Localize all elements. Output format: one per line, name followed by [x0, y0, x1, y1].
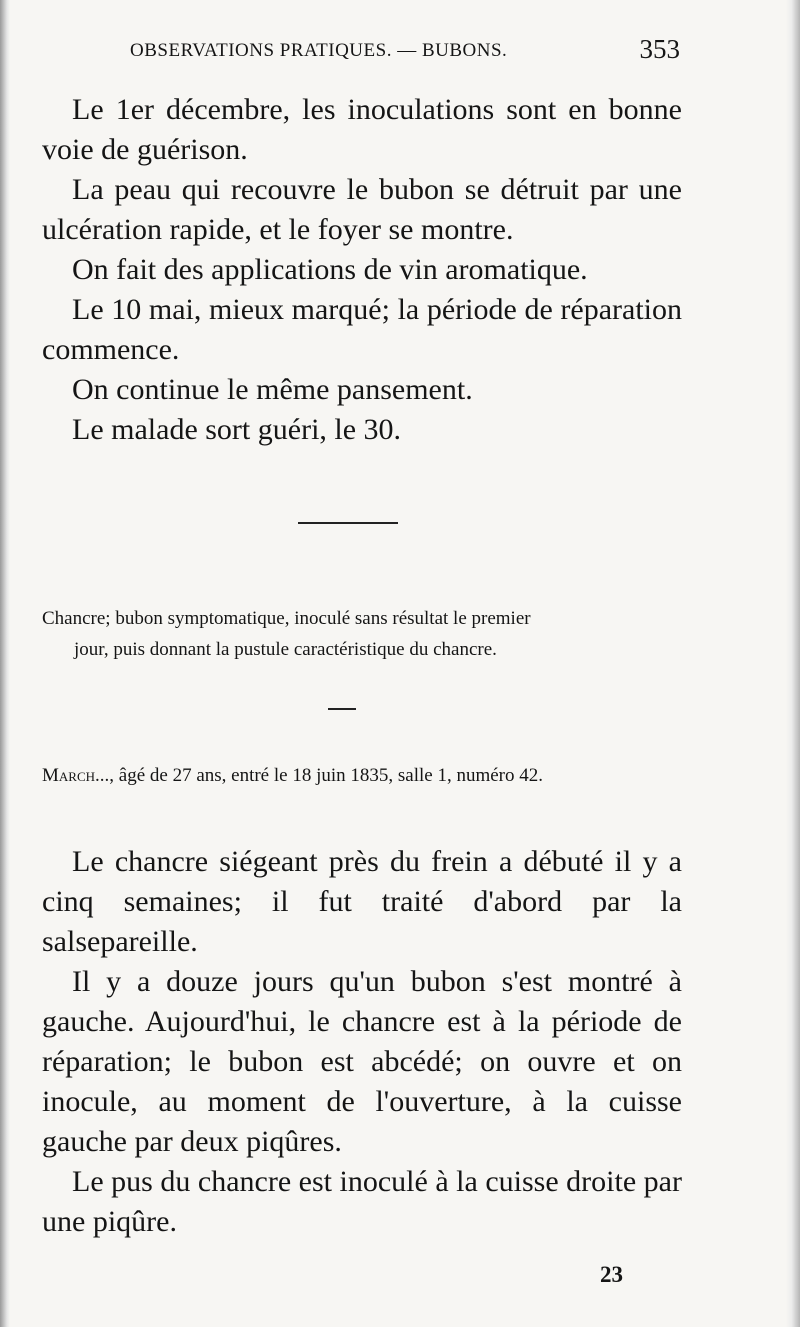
section-1: [42, 90, 682, 450]
section-2: [42, 842, 682, 1242]
page-edge-left: [0, 0, 10, 1327]
paragraph: Le chancre siégeant près du frein a débuté il y a cinq semaines; il fut traité d'abord par la salsepareille.: [42, 845, 682, 958]
paragraph: Le 1er décembre, les inoculations sont en bonne voie de guérison.: [42, 93, 682, 166]
short-separator-rule: [328, 708, 356, 710]
page-edge-right: [786, 0, 800, 1327]
paragraph: On fait des applications de vin aromatique.: [72, 253, 588, 286]
patient-details: , âgé de 27 ans, entré le 18 juin 1835, salle 1, numéro 42.: [109, 765, 543, 786]
paragraph: Le pus du chancre est inoculé à la cuisse droite par une piqûre.: [42, 1165, 682, 1238]
paragraph: Il y a douze jours qu'un bubon s'est montré à gauche. Aujourd'hui, le chancre est à la période de réparation; le bubon est abcédé; on ouvre et on inocule, au moment de l'ouverture, à la cuisse gauche par deux piqûres.: [42, 965, 682, 1158]
page-number: 353: [639, 34, 680, 64]
paragraph: Le 10 mai, mieux marqué; la période de réparation commence.: [42, 293, 682, 366]
paragraph: La peau qui recouvre le bubon se détruit par une ulcération rapide, et le foyer se montre.: [42, 173, 682, 246]
separator-rule: [298, 522, 398, 524]
paragraph: On continue le même pansement.: [72, 373, 473, 406]
running-title: OBSERVATIONS PRATIQUES. — BUBONS.: [130, 40, 508, 61]
patient-line: [42, 760, 682, 791]
paragraph: Le malade sort guéri, le 30.: [72, 413, 402, 446]
signature-mark: 23: [600, 1262, 623, 1287]
case-heading: [42, 603, 682, 665]
running-header: [130, 30, 680, 70]
case-heading-line-2: jour, puis donnant la pustule caractéristique du chancre.: [74, 639, 497, 660]
case-heading-line-1: Chancre; bubon symptomatique, inoculé sans résultat le premier: [42, 608, 531, 629]
patient-name: March...: [42, 765, 110, 786]
